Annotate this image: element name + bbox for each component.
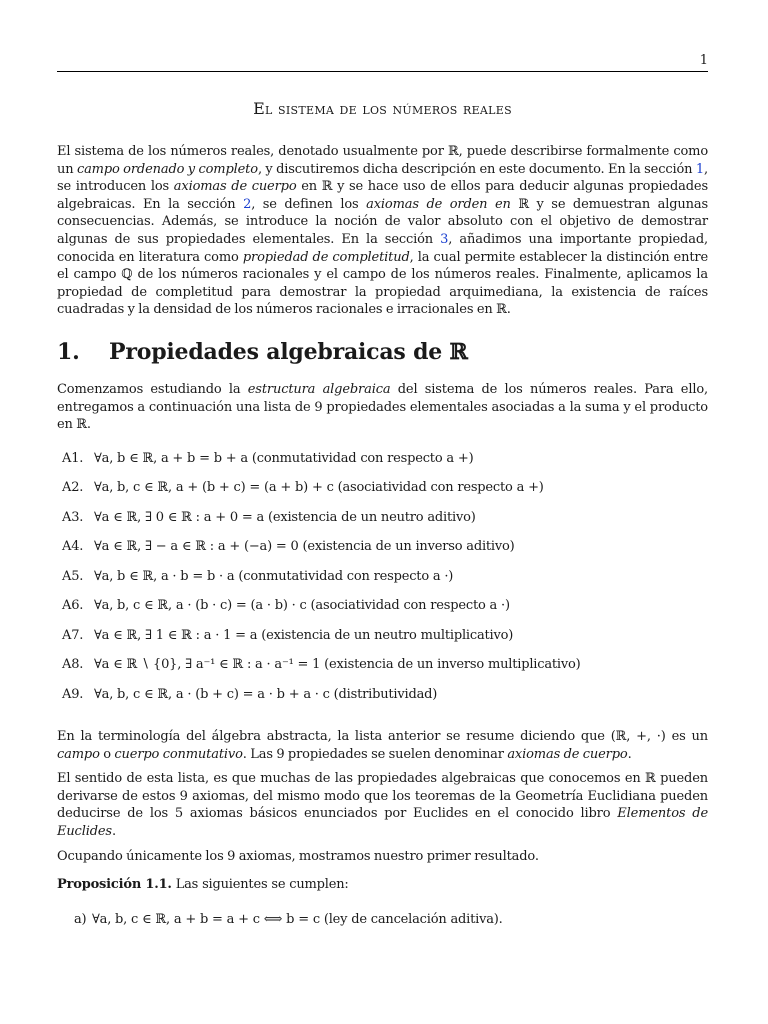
axiom-item: A9. ∀a, b, c ∈ ℝ, a · (b + c) = a · b + a · c (distributividad) xyxy=(62,687,438,702)
proposition-item: a) ∀a, b, c ∈ ℝ, a + b = a + c ⟺ b = c (ley de cancelación aditiva). xyxy=(74,912,503,927)
section-heading: 1. Propiedades algebraicas de ℝ xyxy=(57,339,468,365)
axiom-item: A2. ∀a, b, c ∈ ℝ, a + (b + c) = (a + b) + c (asociatividad con respecto a +) xyxy=(62,480,544,495)
header-rule xyxy=(57,71,708,72)
axiom-item: A1. ∀a, b ∈ ℝ, a + b = b + a (conmutatividad con respecto a +) xyxy=(62,451,474,466)
axiom-item: A6. ∀a, b, c ∈ ℝ, a · (b · c) = (a · b) · c (asociatividad con respecto a ·) xyxy=(62,598,510,613)
field-terminology-paragraph: En la terminología del álgebra abstracta, la lista anterior se resume diciendo que (ℝ, +, ·) es un campo o cuerpo conmutativo. Las 9 propiedades se suelen denominar axiomas de cuerpo. xyxy=(57,729,708,762)
axiom-item: A3. ∀a ∈ ℝ, ∃ 0 ∈ ℝ : a + 0 = a (existencia de un neutro aditivo) xyxy=(62,510,476,525)
axiom-item: A7. ∀a ∈ ℝ, ∃ 1 ∈ ℝ : a · 1 = a (existencia de un neutro multiplicativo) xyxy=(62,628,514,643)
document-title: El sistema de los números reales xyxy=(253,99,512,118)
section-link-1[interactable]: 1 xyxy=(695,161,705,177)
page-number: 1 xyxy=(699,53,708,68)
section-link-2[interactable]: 2 xyxy=(243,196,252,212)
axioms-purpose-paragraph: El sentido de esta lista, es que muchas de las propiedades algebraicas que conocemos en ℝ pueden derivarse de estos 9 axiomas, del mismo modo que los teoremas de la Geometría Euclidiana pueden deducirse de los 5 axiomas básicos enunciados por Euclides en el conocido libro Elementos de Euclides. xyxy=(57,771,708,839)
axiom-item: A4. ∀a ∈ ℝ, ∃ − a ∈ ℝ : a + (−a) = 0 (existencia de un inverso aditivo) xyxy=(62,539,515,554)
first-result-paragraph: Ocupando únicamente los 9 axiomas, mostramos nuestro primer resultado. xyxy=(57,849,539,864)
axiom-item: A5. ∀a, b ∈ ℝ, a · b = b · a (conmutatividad con respecto a ·) xyxy=(62,569,454,584)
proposition-statement: Proposición 1.1. Las siguientes se cumplen: xyxy=(57,877,349,892)
section-intro-paragraph: Comenzamos estudiando la estructura algebraica del sistema de los números reales. Para ello, entregamos a continuación una lista de 9 propiedades elementales asociadas a la suma y el producto en ℝ. xyxy=(57,382,709,433)
axiom-item: A8. ∀a ∈ ℝ ∖ {0}, ∃ a⁻¹ ∈ ℝ : a · a⁻¹ = 1 (existencia de un inverso multiplicativo) xyxy=(62,657,581,672)
intro-paragraph: El sistema de los números reales, denotado usualmente por ℝ, puede describirse formalmente como un campo ordenado y completo, y discutiremos dicha descripción en este documento. En la sección 1, se introducen los axiomas de cuerpo en ℝ y se hace uso de ellos para deducir algunas propiedades algebraicas. En la sección 2, se definen los axiomas de orden en ℝ y se demuestran algunas consecuencias. Además, se introduce la noción de valor absoluto con el objetivo de demostrar algunas de sus propiedades elementales. En la sección 3, añadimos una importante propiedad, conocida en literatura como propiedad de completitud, la cual permite establecer la distinción entre el campo ℚ de los números racionales y el campo de los números reales. Finalmente, aplicamos la propiedad de completitud para demostrar la propiedad arquimediana, la existencia de raíces cuadradas y la densidad de los números racionales e irracionales en ℝ. xyxy=(57,144,709,318)
section-link-3[interactable]: 3 xyxy=(440,231,449,247)
